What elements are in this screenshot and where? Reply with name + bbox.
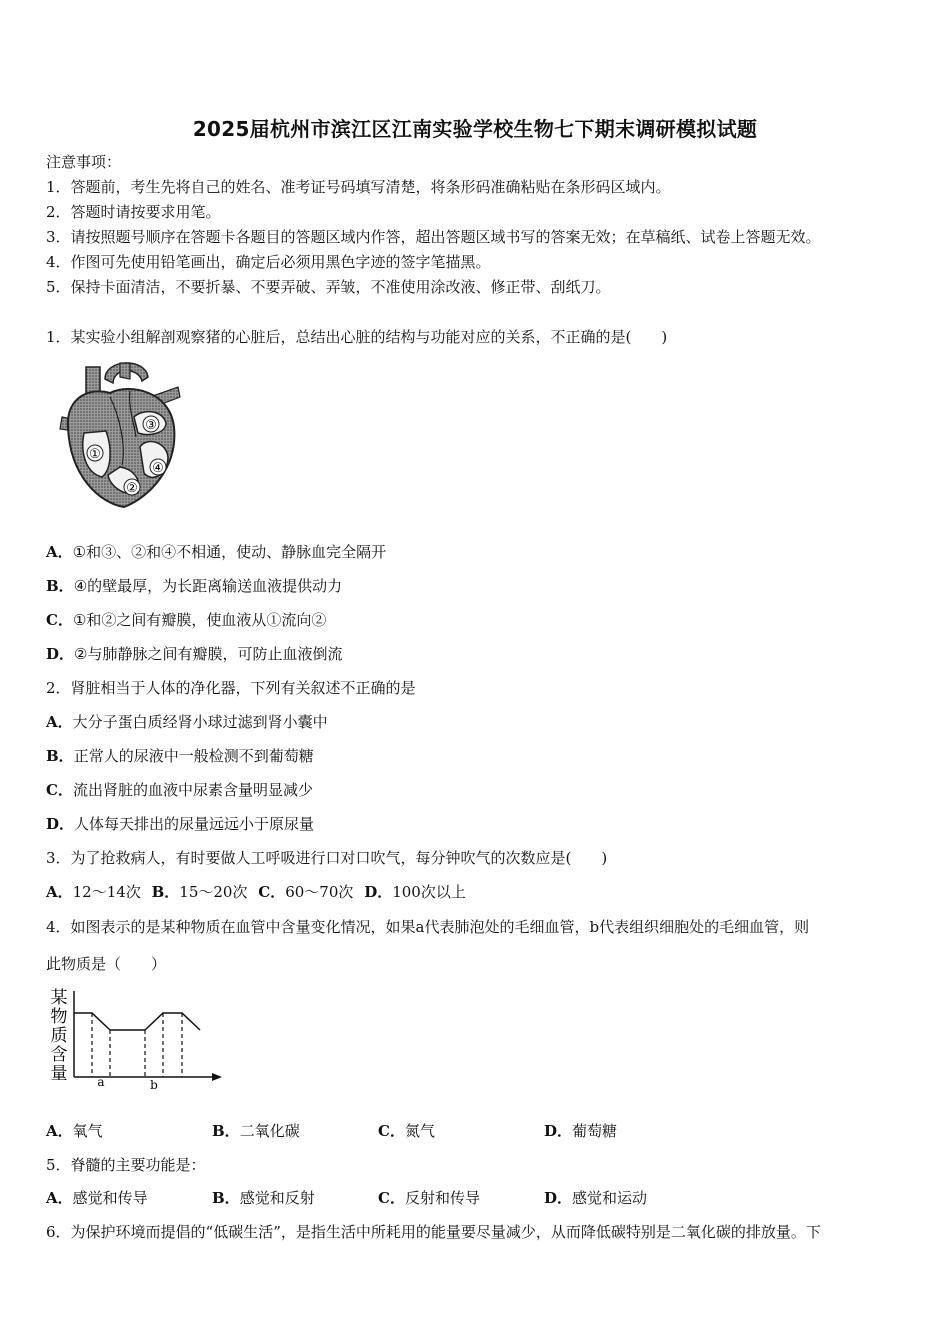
question-5-stem: 5．脊髓的主要功能是： [46,1156,206,1174]
question-4-options: A．氧气 B．二氧化碳 C．氮气 D．葡萄糖 [46,1122,618,1140]
graph-ylabel-char: 某 [50,988,68,1008]
graph-ylabel-char: 含 [50,1045,68,1065]
substance-graph [46,985,231,1090]
heart-diagram [50,357,190,517]
heart-label-2: ② [126,481,138,496]
question-5-options: A．感觉和传导 B．感觉和反射 C．反射和传导 D．感觉和运动 [46,1189,648,1207]
graph-label-b: b [150,1078,158,1090]
question-2-option-b: B．正常人的尿液中一般检测不到葡萄糖 [46,747,314,765]
notice-item: 4．作图可先使用铅笔画出，确定后必须用黑色字迹的签字笔描黑。 [46,253,491,271]
notice-item: 5．保持卡面清洁，不要折暴、不要弄破、弄皱，不准使用涂改液、修正带、刮纸刀。 [46,278,611,296]
question-6-stem: 6．为保护环境而提倡的“低碳生活”，是指生活中所耗用的能量要尽量减少，从而降低碳特别是二氧化碳的排放量。下 [46,1223,821,1241]
question-2-option-c: C．流出肾脏的血液中尿素含量明显减少 [46,781,313,799]
heart-label-1: ① [89,447,101,462]
question-2-option-d: D．人体每天排出的尿量远远小于原尿量 [46,815,315,833]
question-1-option-c: C．①和②之间有瓣膜，使血液从①流向② [46,611,327,629]
graph-ylabel-char: 量 [50,1064,68,1084]
graph-x-arrow [212,1073,222,1081]
heart-label-4: ④ [152,461,164,476]
heart-label-3: ③ [145,418,157,433]
notice-item: 2．答题时请按要求用笔。 [46,203,221,221]
notice-item: 1．答题前，考生先将自己的姓名、准考证号码填写清楚，将条形码准确粘贴在条形码区域内。 [46,178,671,196]
question-1-option-b: B．④的壁最厚，为长距离输送血液提供动力 [46,577,343,595]
graph-ylabel-char: 质 [50,1026,68,1046]
question-1-option-d: D．②与肺静脉之间有瓣膜，可防止血液倒流 [46,645,343,663]
question-1-option-a: A．①和③、②和④不相通，使动、静脉血完全隔开 [46,543,387,561]
question-2-option-a: A．大分子蛋白质经肾小球过滤到肾小囊中 [46,713,328,731]
question-3-stem: 3．为了抢救病人，有时要做人工呼吸进行口对口吹气，每分钟吹气的次数应是( ) [46,849,608,867]
graph-ylabel-char: 物 [50,1007,68,1027]
question-3-options: A．12～14次 B．15～20次 C．60～70次 D．100次以上 [46,883,466,901]
graph-label-a: a [97,1075,105,1089]
question-1-stem: 1．某实验小组解剖观察猪的心脏后，总结出心脏的结构与功能对应的关系，不正确的是( ) [46,328,668,346]
notice-item: 3．请按照题号顺序在答题卡各题目的答题区域内作答，超出答题区域书写的答案无效；在草稿纸、试卷上答题无效。 [46,228,821,246]
graph-curve [74,1013,200,1030]
question-4-stem-line2: 此物质是（ ） [46,955,167,973]
notice-heading: 注意事项： [46,153,122,171]
question-2-stem: 2．肾脏相当于人体的净化器，下列有关叙述不正确的是 [46,679,416,697]
page-title: 2025届杭州市滨江区江南实验学校生物七下期末调研模拟试题 [192,117,758,141]
question-4-stem-line1: 4．如图表示的是某种物质在血管中含量变化情况，如果a代表肺泡处的毛细血管，b代表组织细胞处的毛细血管，则 [46,918,810,936]
